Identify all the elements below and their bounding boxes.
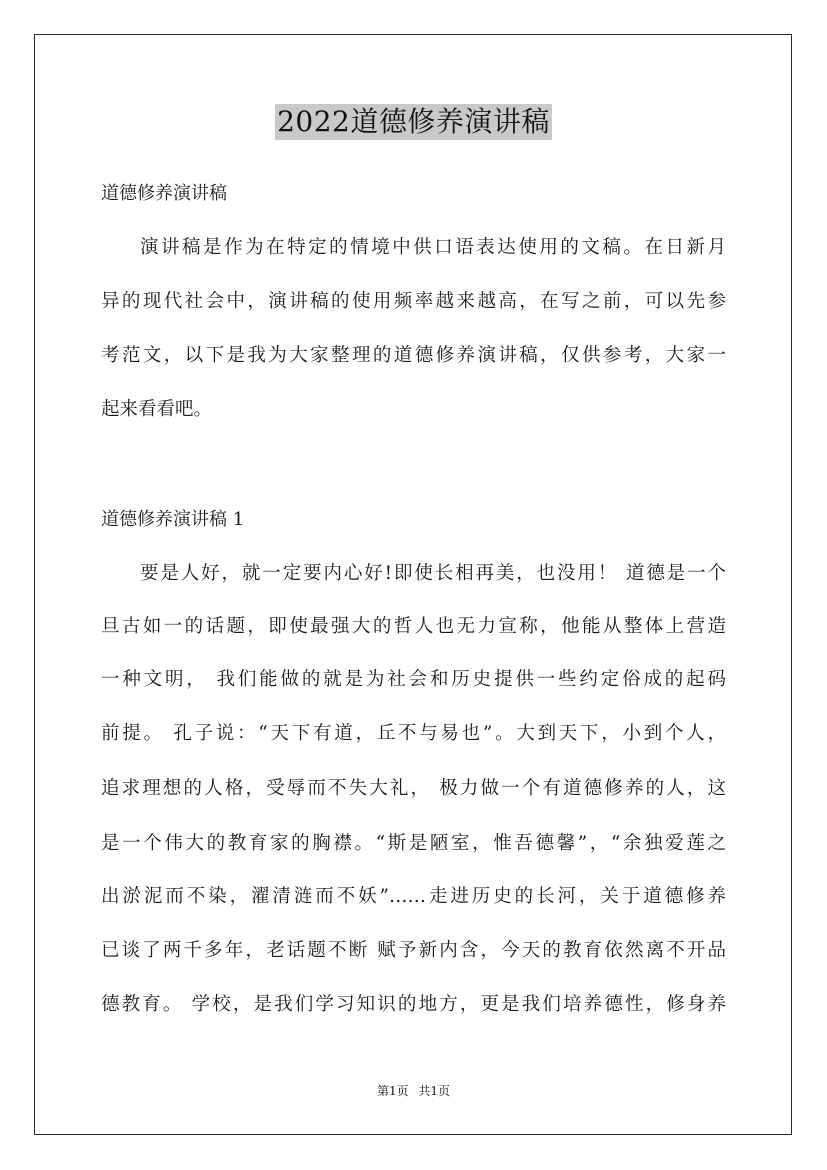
page-total: 共1页 bbox=[418, 1084, 451, 1098]
intro-line: 演讲稿是作为在特定的情境中供口语表达使用的文稿。在日新月 bbox=[140, 237, 726, 258]
page-number: 第1页 bbox=[376, 1084, 409, 1098]
section1-heading: 道德修养演讲稿 1 bbox=[101, 509, 245, 530]
section1-line: 追求理想的人格，受辱而不失大礼， 极力做一个有道德修养的人，这 bbox=[101, 778, 726, 799]
section1-line: 德教育。 学校，是我们学习知识的地方，更是我们培养德性，修身养 bbox=[101, 994, 726, 1015]
section1-line: 前提。 孔子说：“天下有道，丘不与易也”。大到天下，小到个人， bbox=[101, 723, 726, 744]
section1-line: 要是人好，就一定要内心好!即使长相再美，也没用！ 道德是一个 bbox=[140, 563, 726, 584]
intro-line: 考范文，以下是我为大家整理的道德修养演讲稿，仅供参考，大家一 bbox=[101, 345, 726, 366]
section1-line: 已谈了两千多年，老话题不断 赋予新内含，今天的教育依然离不开品 bbox=[101, 940, 726, 961]
section1-line: 旦古如一的话题，即使最强大的哲人也无力宣称，他能从整体上营造 bbox=[101, 616, 726, 637]
page-footer bbox=[0, 1083, 827, 1099]
intro-line: 起来看看吧。 bbox=[101, 399, 213, 420]
intro-line: 异的现代社会中，演讲稿的使用频率越来越高，在写之前，可以先参 bbox=[101, 291, 726, 312]
section1-line: 一种文明， 我们能做的就是为社会和历史提供一些约定俗成的起码 bbox=[101, 669, 726, 690]
title-container bbox=[0, 104, 827, 140]
section1-line: 是一个伟大的教育家的胸襟。“斯是陋室，惟吾德馨”，“余独爱莲之 bbox=[101, 833, 726, 854]
intro-heading: 道德修养演讲稿 bbox=[101, 183, 227, 204]
section1-line: 出淤泥而不染，濯清涟而不妖”……走进历史的长河，关于道德修养 bbox=[101, 886, 726, 907]
document-title: 2022道德修养演讲稿 bbox=[277, 105, 550, 138]
